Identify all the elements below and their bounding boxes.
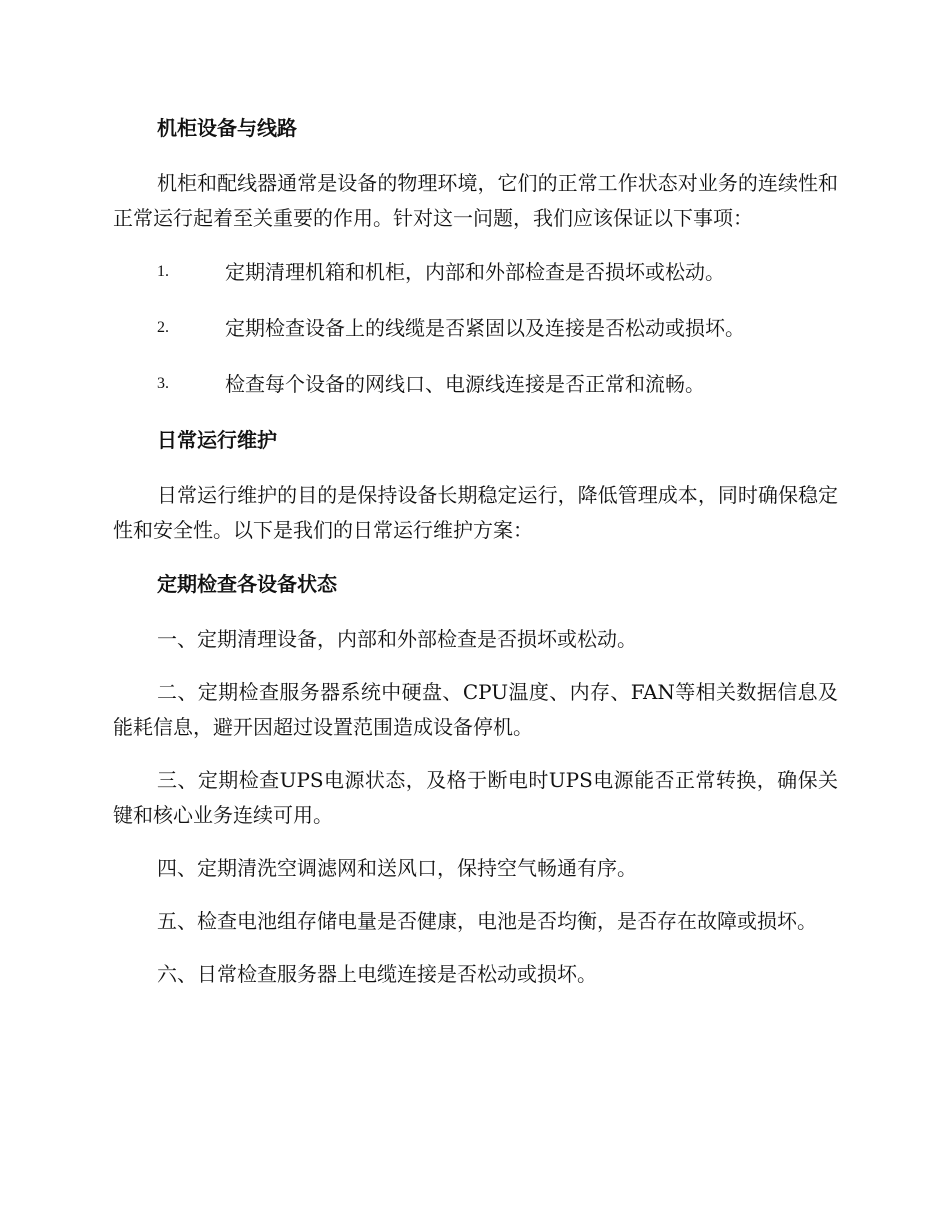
list-text: 定期清理机箱和机柜，内部和外部检查是否损坏或松动。 (225, 260, 725, 284)
section-daily-maintenance (113, 422, 838, 548)
paragraph: 五、检查电池组存储电量是否健康，电池是否均衡，是否存在故障或损坏。 (157, 909, 817, 933)
paragraph: 四、定期清洗空调滤网和送风口，保持空气畅通有序。 (157, 856, 637, 880)
list-text: 检查每个设备的网线口、电源线连接是否正常和流畅。 (225, 372, 705, 396)
paragraph: 三、定期检查UPS电源状态，及格于断电时UPS电源能否正常转换，确保关键和核心业务连续可用。 (113, 768, 838, 827)
list-item (113, 366, 838, 402)
section-periodic-check (113, 566, 838, 992)
paragraph: 日常运行维护的目的是保持设备长期稳定运行，降低管理成本，同时确保稳定性和安全性。以下是我们的日常运行维护方案： (113, 483, 838, 542)
section-heading: 日常运行维护 (157, 428, 277, 452)
list-number: 1. (157, 263, 169, 280)
paragraph: 六、日常检查服务器上电缆连接是否松动或损坏。 (157, 962, 597, 986)
document-page (113, 110, 838, 1010)
paragraph: 一、定期清理设备，内部和外部检查是否损坏或松动。 (157, 627, 637, 651)
list-number: 3. (157, 375, 169, 392)
section-heading: 定期检查各设备状态 (157, 572, 337, 596)
list-text: 定期检查设备上的线缆是否紧固以及连接是否松动或损坏。 (225, 316, 745, 340)
list-number: 2. (157, 319, 169, 336)
section-heading: 机柜设备与线路 (157, 116, 297, 140)
paragraph: 机柜和配线器通常是设备的物理环境，它们的正常工作状态对业务的连续性和正常运行起着至关重要的作用。针对这一问题，我们应该保证以下事项： (113, 171, 838, 230)
paragraph: 二、定期检查服务器系统中硬盘、CPU温度、内存、FAN等相关数据信息及能耗信息，避开因超过设置范围造成设备停机。 (113, 680, 838, 739)
section-cabinet (113, 110, 838, 402)
list-item (113, 254, 838, 290)
list-item (113, 310, 838, 346)
